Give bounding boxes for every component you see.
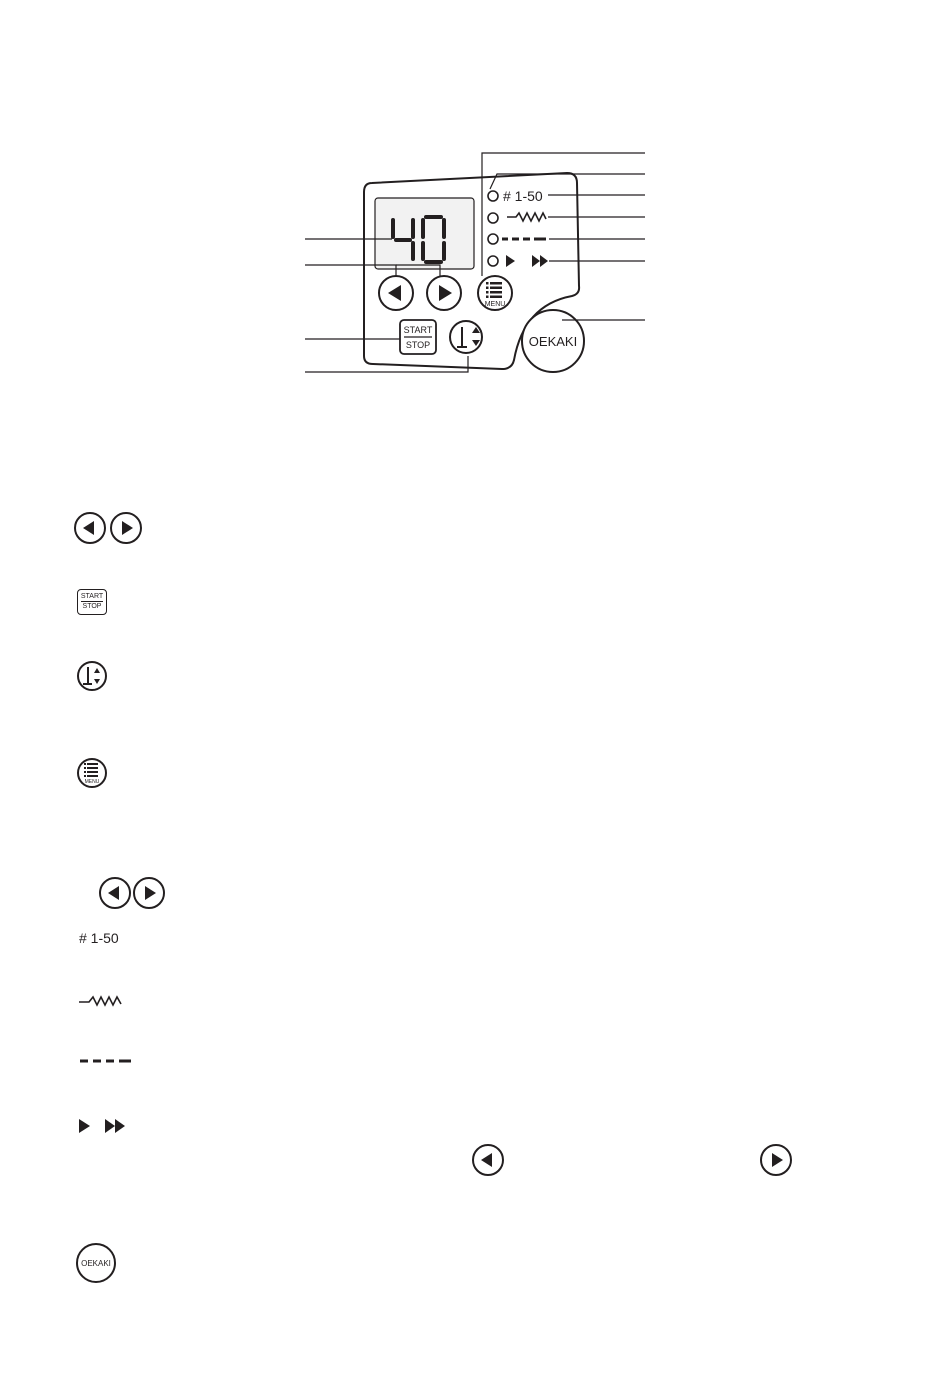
oekaki-button[interactable] [522, 310, 584, 372]
zigzag-stitch-icon [507, 213, 546, 221]
legend-oekaki [74, 1241, 118, 1285]
legend-needle-position [76, 660, 108, 692]
needle-position-button[interactable] [450, 321, 482, 353]
speed-icon [506, 255, 548, 267]
pattern-range-indicator: # 1-50 [503, 188, 543, 204]
menu-label: MENU [484, 301, 506, 308]
legend-arrows [73, 511, 145, 545]
legend-start-label: START [80, 593, 104, 600]
legend-arrows-2 [98, 876, 168, 910]
legend-start-stop-key [77, 589, 107, 615]
legend-menu-label: MENU [84, 779, 100, 785]
inline-left-arrow [470, 1142, 506, 1178]
right-arrow-button[interactable] [427, 276, 461, 310]
legend-menu [76, 757, 108, 789]
legend-dashed [79, 1055, 133, 1067]
start-label: START [403, 325, 433, 335]
legend-zigzag [79, 992, 125, 1008]
led-zigzag [488, 213, 498, 223]
led-pattern [488, 191, 498, 201]
zigzag-stitch-icon [79, 997, 121, 1005]
legend-oekaki-label: OEKAKI [81, 1259, 111, 1268]
menu-button[interactable] [478, 276, 512, 310]
control-panel-diagram [0, 0, 950, 400]
start-stop-button[interactable] [400, 320, 436, 354]
led-speed [488, 256, 498, 266]
speed-icon [79, 1119, 125, 1133]
left-arrow-button[interactable] [379, 276, 413, 310]
legend-pattern-range: # 1-50 [79, 930, 119, 946]
led-stitch-length [488, 234, 498, 244]
legend-stop-label: STOP [82, 603, 102, 610]
oekaki-label: OEKAKI [528, 334, 578, 349]
indicator-leds [488, 191, 498, 266]
stop-label: STOP [405, 340, 431, 350]
legend-speed [78, 1118, 132, 1134]
inline-right-arrow [758, 1142, 794, 1178]
